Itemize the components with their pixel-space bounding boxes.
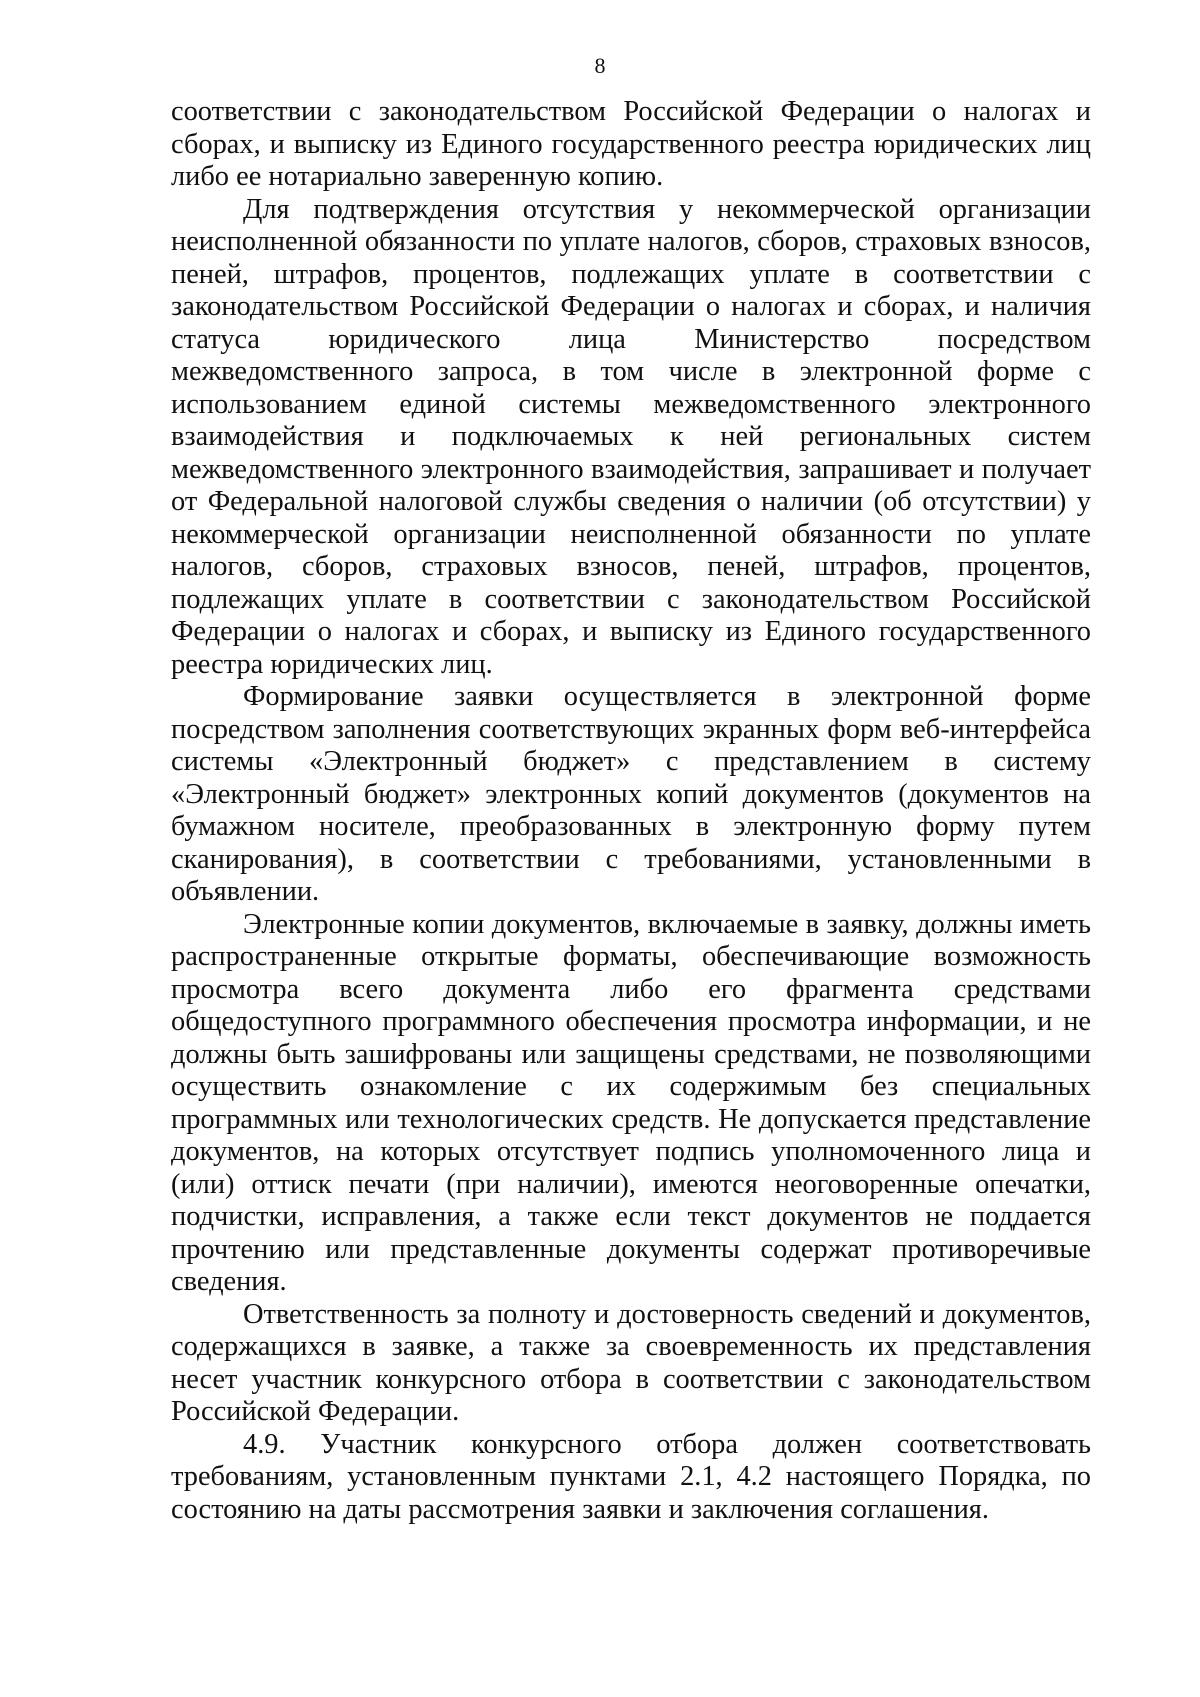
paragraph-continuation: соответствии с законодательством Российской Федерации о налогах и сборах, и выписку из Единого государственного реестра юридических лиц либо ее нотариально заверенную копию. (171, 96, 1091, 192)
page-number: 8 (594, 53, 606, 78)
paragraph-tax-verification: Для подтверждения отсутствия у некоммерческой организации неисполненной обязанности по уплате налогов, сборов, страховых взносов, пеней, штрафов, процентов, подлежащих уплате в соответствии с законодательством Российской Федерации о налогах и сборах, и наличия статуса юридического лица Министерство посредством межведомственного запроса, в том числе в электронной форме с использованием единой системы межведомственного электронного взаимодействия и подключаемых к ней региональных систем межведомственного электронного взаимодействия, запрашивает и получает от Федеральной налоговой службы сведения о наличии (об отсутствии) у некоммерческой организации неисполненной обязанности по уплате налогов, сборов, страховых взносов, пеней, штрафов, процентов, подлежащих уплате в соответствии с законодательством Российской Федерации о налогах и сборах, и выписку из Единого государственного реестра юридических лиц. (171, 193, 1091, 680)
paragraph-section-4-9: 4.9. Участник конкурсного отбора должен соответствовать требованиям, установленным пунктами 2.1, 4.2 настоящего Порядка, по состоянию на даты рассмотрения заявки и заключения соглашения. (171, 1428, 1091, 1525)
document-body (171, 96, 1091, 1526)
paragraph-application-forming: Формирование заявки осуществляется в электронной форме посредством заполнения соответствующих экранных форм веб-интерфейса системы «Электронный бюджет» с представлением в систему «Электронный бюджет» электронных копий документов (документов на бумажном носителе, преобразованных в электронную форму путем сканирования), в соответствии с требованиями, установленными в объявлении. (171, 681, 1091, 907)
paragraph-responsibility: Ответственность за полноту и достоверность сведений и документов, содержащихся в заявке, а также за своевременность их представления несет участник конкурсного отбора в соответствии с законодательством Российской Федерации. (171, 1298, 1091, 1427)
paragraph-electronic-copies: Электронные копии документов, включаемые в заявку, должны иметь распространенные открытые форматы, обеспечивающие возможность просмотра всего документа либо его фрагмента средствами общедоступного программного обеспечения просмотра информации, и не должны быть зашифрованы или защищены средствами, не позволяющими осуществить ознакомление с их содержимым без специальных программных или технологических средств. Не допускается представление документов, на которых отсутствует подпись уполномоченного лица и (или) оттиск печати (при наличии), имеются неоговоренные опечатки, подчистки, исправления, а также если текст документов не поддается прочтению или представленные документы содержат противоречивые сведения. (171, 908, 1091, 1297)
